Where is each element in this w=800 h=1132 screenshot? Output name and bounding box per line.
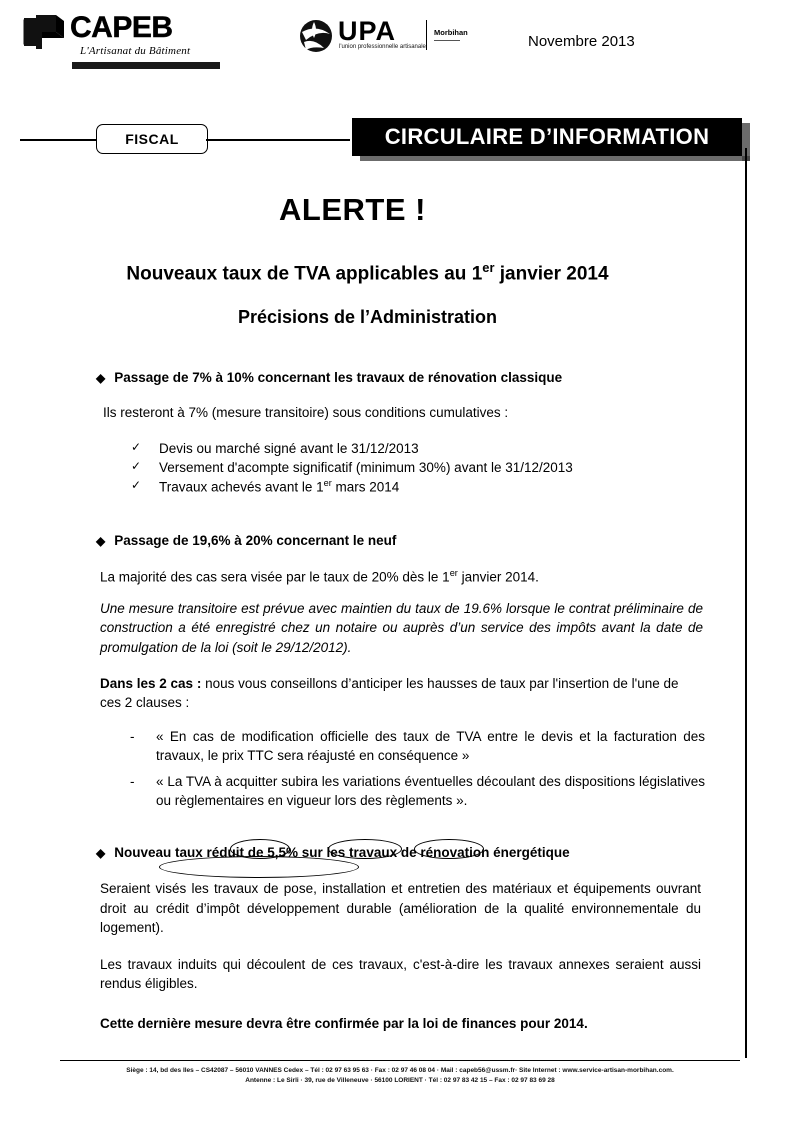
check-icon: ✓ bbox=[131, 459, 142, 474]
footer-divider bbox=[60, 1060, 740, 1061]
capeb-logo-mark bbox=[22, 14, 66, 50]
list-item bbox=[131, 477, 745, 497]
check-icon: ✓ bbox=[131, 439, 142, 454]
category-badge-fiscal: FISCAL bbox=[96, 124, 208, 154]
section-3-paragraph-3: Cette dernière mesure devra être confirmée par la loi de finances pour 2014. bbox=[100, 1015, 588, 1031]
upa-region-label: Morbihan bbox=[434, 28, 468, 37]
footer-line-siege: Siège : 14, bd des Iles – CS42087 – 56010 VANNES Cedex – Tél : 02 97 63 95 63 · Fax : 02 97 46 08 04 · Mail : capeb56@ussm.fr· Site Internet : www.service-artisan-morbihan.com. bbox=[126, 1067, 674, 1074]
publication-date: Novembre 2013 bbox=[528, 33, 635, 50]
section-7-to-10 bbox=[0, 370, 745, 497]
diamond-icon: ◆ bbox=[96, 371, 106, 386]
clause-text: « La TVA à acquitter subira les variations éventuelles découlant des dispositions législatives ou règlementaires en vigueur lors des règlements ». bbox=[156, 773, 705, 809]
upa-divider bbox=[426, 20, 427, 50]
banner-title: CIRCULAIRE D’INFORMATION bbox=[352, 118, 742, 156]
section-3-paragraph-1: Seraient visés les travaux de pose, installation et entretien des matériaux et équipements ouvrant droit au crédit d’impôt développement durable (amélioration de la qualité environnementale du logement). bbox=[100, 880, 701, 936]
paragraph-pre: La majorité des cas sera visée par le taux de 20% dès le 1 bbox=[100, 569, 450, 585]
subtitle-1-pre: Nouveaux taux de TVA applicables au 1 bbox=[126, 263, 483, 285]
alert-title: ALERTE ! bbox=[279, 192, 426, 227]
upa-logo bbox=[298, 18, 478, 62]
list-item bbox=[131, 439, 745, 458]
upa-wordmark: UPA bbox=[338, 16, 397, 46]
upa-region-underline bbox=[434, 40, 460, 41]
condition-text: Devis ou marché signé avant le 31/12/2013 bbox=[159, 440, 419, 456]
capeb-logo bbox=[22, 12, 222, 74]
section-2-clause-list bbox=[128, 727, 705, 811]
document-header bbox=[0, 0, 800, 95]
rule-left bbox=[20, 139, 96, 141]
paragraph-post: janvier 2014. bbox=[457, 569, 539, 585]
check-icon: ✓ bbox=[131, 478, 142, 493]
list-item bbox=[131, 458, 745, 477]
condition-text: Versement d'acompte significatif (minimum 30%) avant le 31/12/2013 bbox=[159, 460, 573, 476]
diamond-icon: ◆ bbox=[96, 533, 106, 548]
document-subtitle-1 bbox=[0, 260, 745, 285]
section-3-heading bbox=[96, 845, 745, 860]
capeb-underbar bbox=[72, 62, 220, 69]
advice-rest: nous vous conseillons d’anticiper les hausses de taux par l'insertion de l'une de ces 2 clauses : bbox=[100, 675, 679, 711]
document-subtitle-2: Précisions de l’Administration bbox=[237, 307, 498, 328]
section-2-paragraph-1 bbox=[100, 567, 705, 587]
section-55-renovation-energetique bbox=[0, 845, 745, 1033]
clause-text: « En cas de modification officielle des taux de TVA entre le devis et la facturation des travaux, le prix TTC sera réajusté en conséquence » bbox=[156, 728, 705, 764]
upa-logo-mark bbox=[298, 18, 334, 54]
section-1-heading-text: Passage de 7% à 10% concernant les travaux de rénovation classique bbox=[114, 370, 563, 386]
condition-superscript: er bbox=[323, 478, 332, 489]
section-1-heading bbox=[96, 370, 745, 385]
dash-icon: - bbox=[130, 773, 135, 789]
document-body bbox=[0, 180, 745, 1033]
diamond-icon: ◆ bbox=[96, 845, 106, 860]
page-right-border bbox=[745, 148, 747, 1058]
paragraph-superscript: er bbox=[449, 567, 458, 578]
advice-lead-bold: Dans les 2 cas : bbox=[100, 675, 202, 691]
section-1-condition-list bbox=[131, 439, 745, 497]
list-item bbox=[128, 727, 705, 766]
document-footer bbox=[0, 1066, 800, 1086]
footer-line-antenne: Antenne : Le Sirli · 39, rue de Villeneuve · 56100 LORIENT · Tél : 02 97 83 42 15 – Fax : 02 97 83 69 28 bbox=[245, 1077, 555, 1085]
section-2-advice bbox=[100, 674, 701, 713]
section-3-paragraph-2: Les travaux induits qui découlent de ces travaux, c'est-à-dire les travaux annexes seraient aussi rendus éligibles. bbox=[100, 956, 701, 992]
banner-shadow-bottom bbox=[360, 156, 750, 161]
banner-row bbox=[0, 118, 800, 164]
section-2-transitional-measure: Une mesure transitoire est prévue avec maintien du taux de 19.6% lorsque le contrat préliminaire de construction a été enregistré chez un notaire ou auprès d’un service des impôts avant la date de promulgation de la loi (soit le 29/12/2012). bbox=[100, 600, 703, 656]
rule-middle bbox=[206, 139, 350, 141]
section-196-to-20 bbox=[0, 533, 745, 811]
section-3-heading-text: Nouveau taux réduit de 5,5% sur les travaux de rénovation énergétique bbox=[114, 844, 570, 860]
section-2-heading-text: Passage de 19,6% à 20% concernant le neuf bbox=[114, 532, 397, 548]
upa-subtitle: l'union professionnelle artisanale bbox=[339, 44, 426, 50]
capeb-tagline: L'Artisanat du Bâtiment bbox=[80, 45, 191, 57]
section-1-intro: Ils resteront à 7% (mesure transitoire) sous conditions cumulatives : bbox=[103, 405, 509, 421]
subtitle-1-superscript: er bbox=[482, 260, 495, 275]
section-2-heading bbox=[96, 533, 745, 548]
condition-text-pre: Travaux achevés avant le 1 bbox=[159, 479, 324, 495]
capeb-wordmark: CAPEB bbox=[70, 11, 173, 44]
list-item bbox=[128, 772, 705, 811]
subtitle-1-post: janvier 2014 bbox=[494, 263, 609, 285]
dash-icon: - bbox=[130, 728, 135, 744]
condition-text-post: mars 2014 bbox=[331, 479, 400, 495]
